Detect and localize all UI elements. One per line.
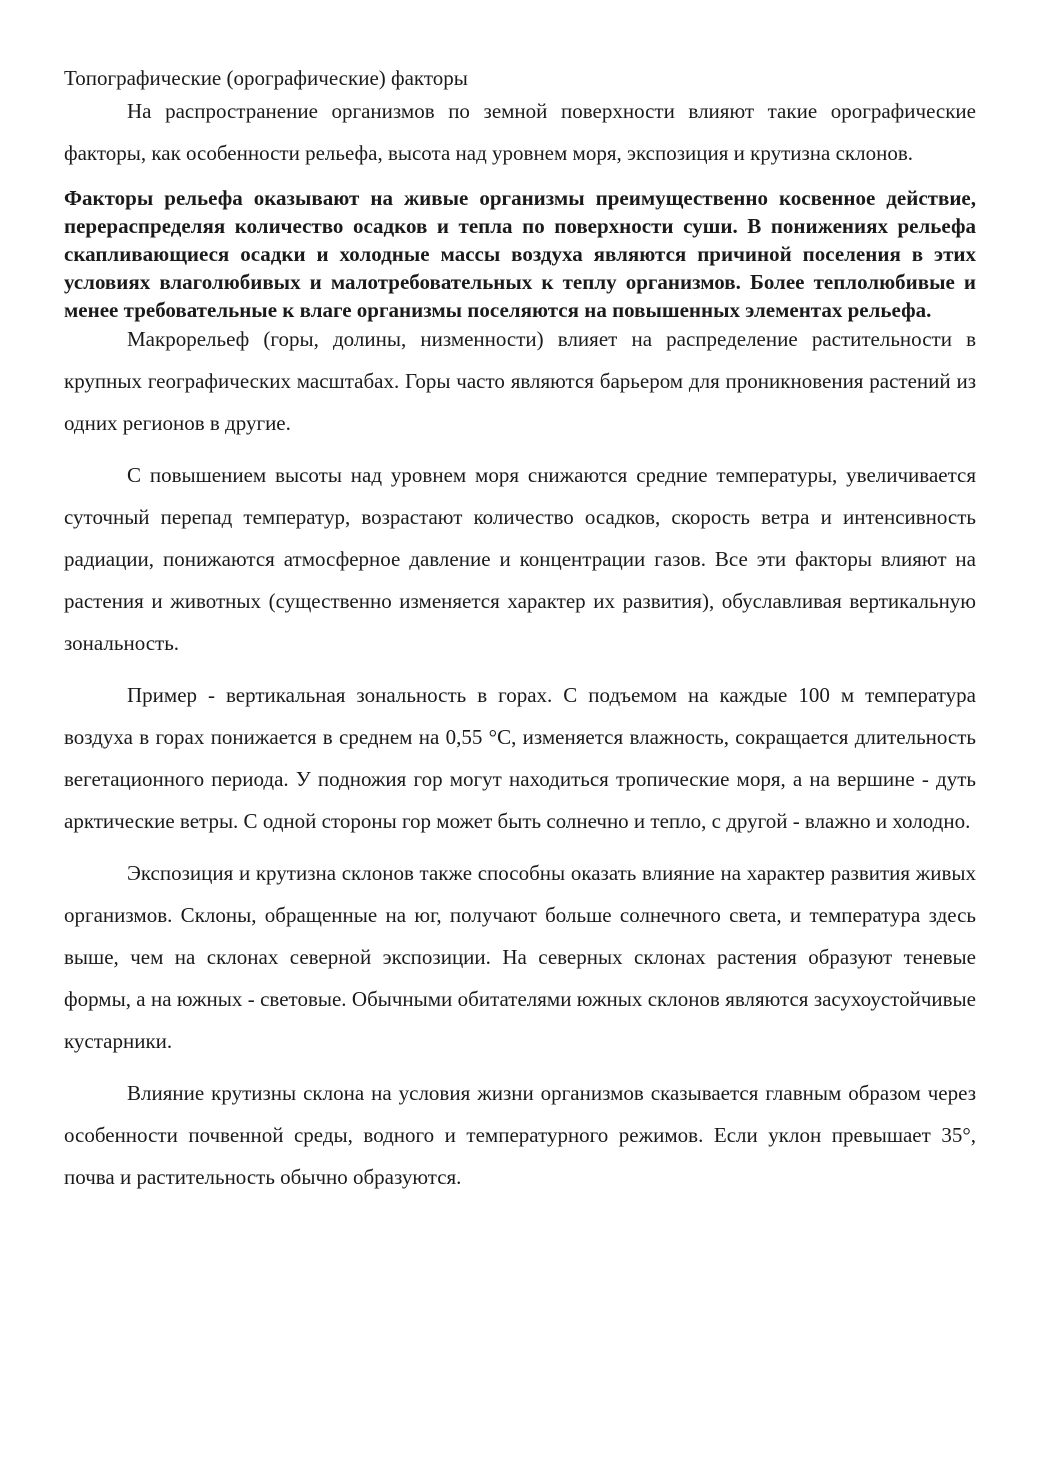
paragraph-vertical-zonality: Пример - вертикальная зональность в горах. С подъемом на каждые 100 м температура воздуха в горах понижается в среднем на 0,55 °С, изменяется влажность, сокращается длительность вегетационного периода. У подножия гор могут находиться тропические моря, а на вершине - дуть арктические ветры. С одной стороны гор может быть солнечно и тепло, с другой - влажно и холодно.	[64, 683, 976, 833]
paragraph-altitude: С повышением высоты над уровнем моря снижаются средние температуры, увеличивается суточный перепад температур, возрастают количество осадков, скорость ветра и интенсивность радиации, понижаются атмосферное давление и концентрации газов. Все эти факторы влияют на растения и животных (существенно изменяется характер их развития), обуславливая вертикальную зональность.	[64, 463, 976, 655]
paragraph-intro: На распространение организмов по земной поверхности влияют такие орографические факторы, как особенности рельефа, высота над уровнем моря, экспозиция и крутизна склонов.	[64, 99, 976, 165]
paragraph-relief-factors-bold: Факторы рельефа оказывают на живые организмы преимущественно косвенное действие, перераспределяя количество осадков и тепла по поверхности суши. В понижениях рельефа скапливающиеся осадки и холодные массы воздуха являются причиной поселения в этих условиях влаголюбивых и малотребовательных к теплу организмов. Более теплолюбивые и менее требовательные к влаге организмы поселяются на повышенных элементах рельефа.	[64, 186, 976, 322]
paragraph-macrorelief: Макрорельеф (горы, долины, низменности) влияет на распределение растительности в крупных географических масштабах. Горы часто являются барьером для проникновения растений из одних регионов в другие.	[64, 327, 976, 435]
paragraph-slope-steepness: Влияние крутизны склона на условия жизни организмов сказывается главным образом через особенности почвенной среды, водного и температурного режимов. Если уклон превышает 35°, почва и растительность обычно образуются.	[64, 1081, 976, 1189]
paragraph-slope-exposure: Экспозиция и крутизна склонов также способны оказать влияние на характер развития живых организмов. Склоны, обращенные на юг, получают больше солнечного света, и температура здесь выше, чем на склонах северной экспозиции. На северных склонах растения образуют теневые формы, а на южных - световые. Обычными обитателями южных склонов являются засухоустойчивые кустарники.	[64, 861, 976, 1053]
document-page	[64, 62, 976, 1198]
document-title: Топографические (орографические) факторы	[64, 66, 468, 90]
